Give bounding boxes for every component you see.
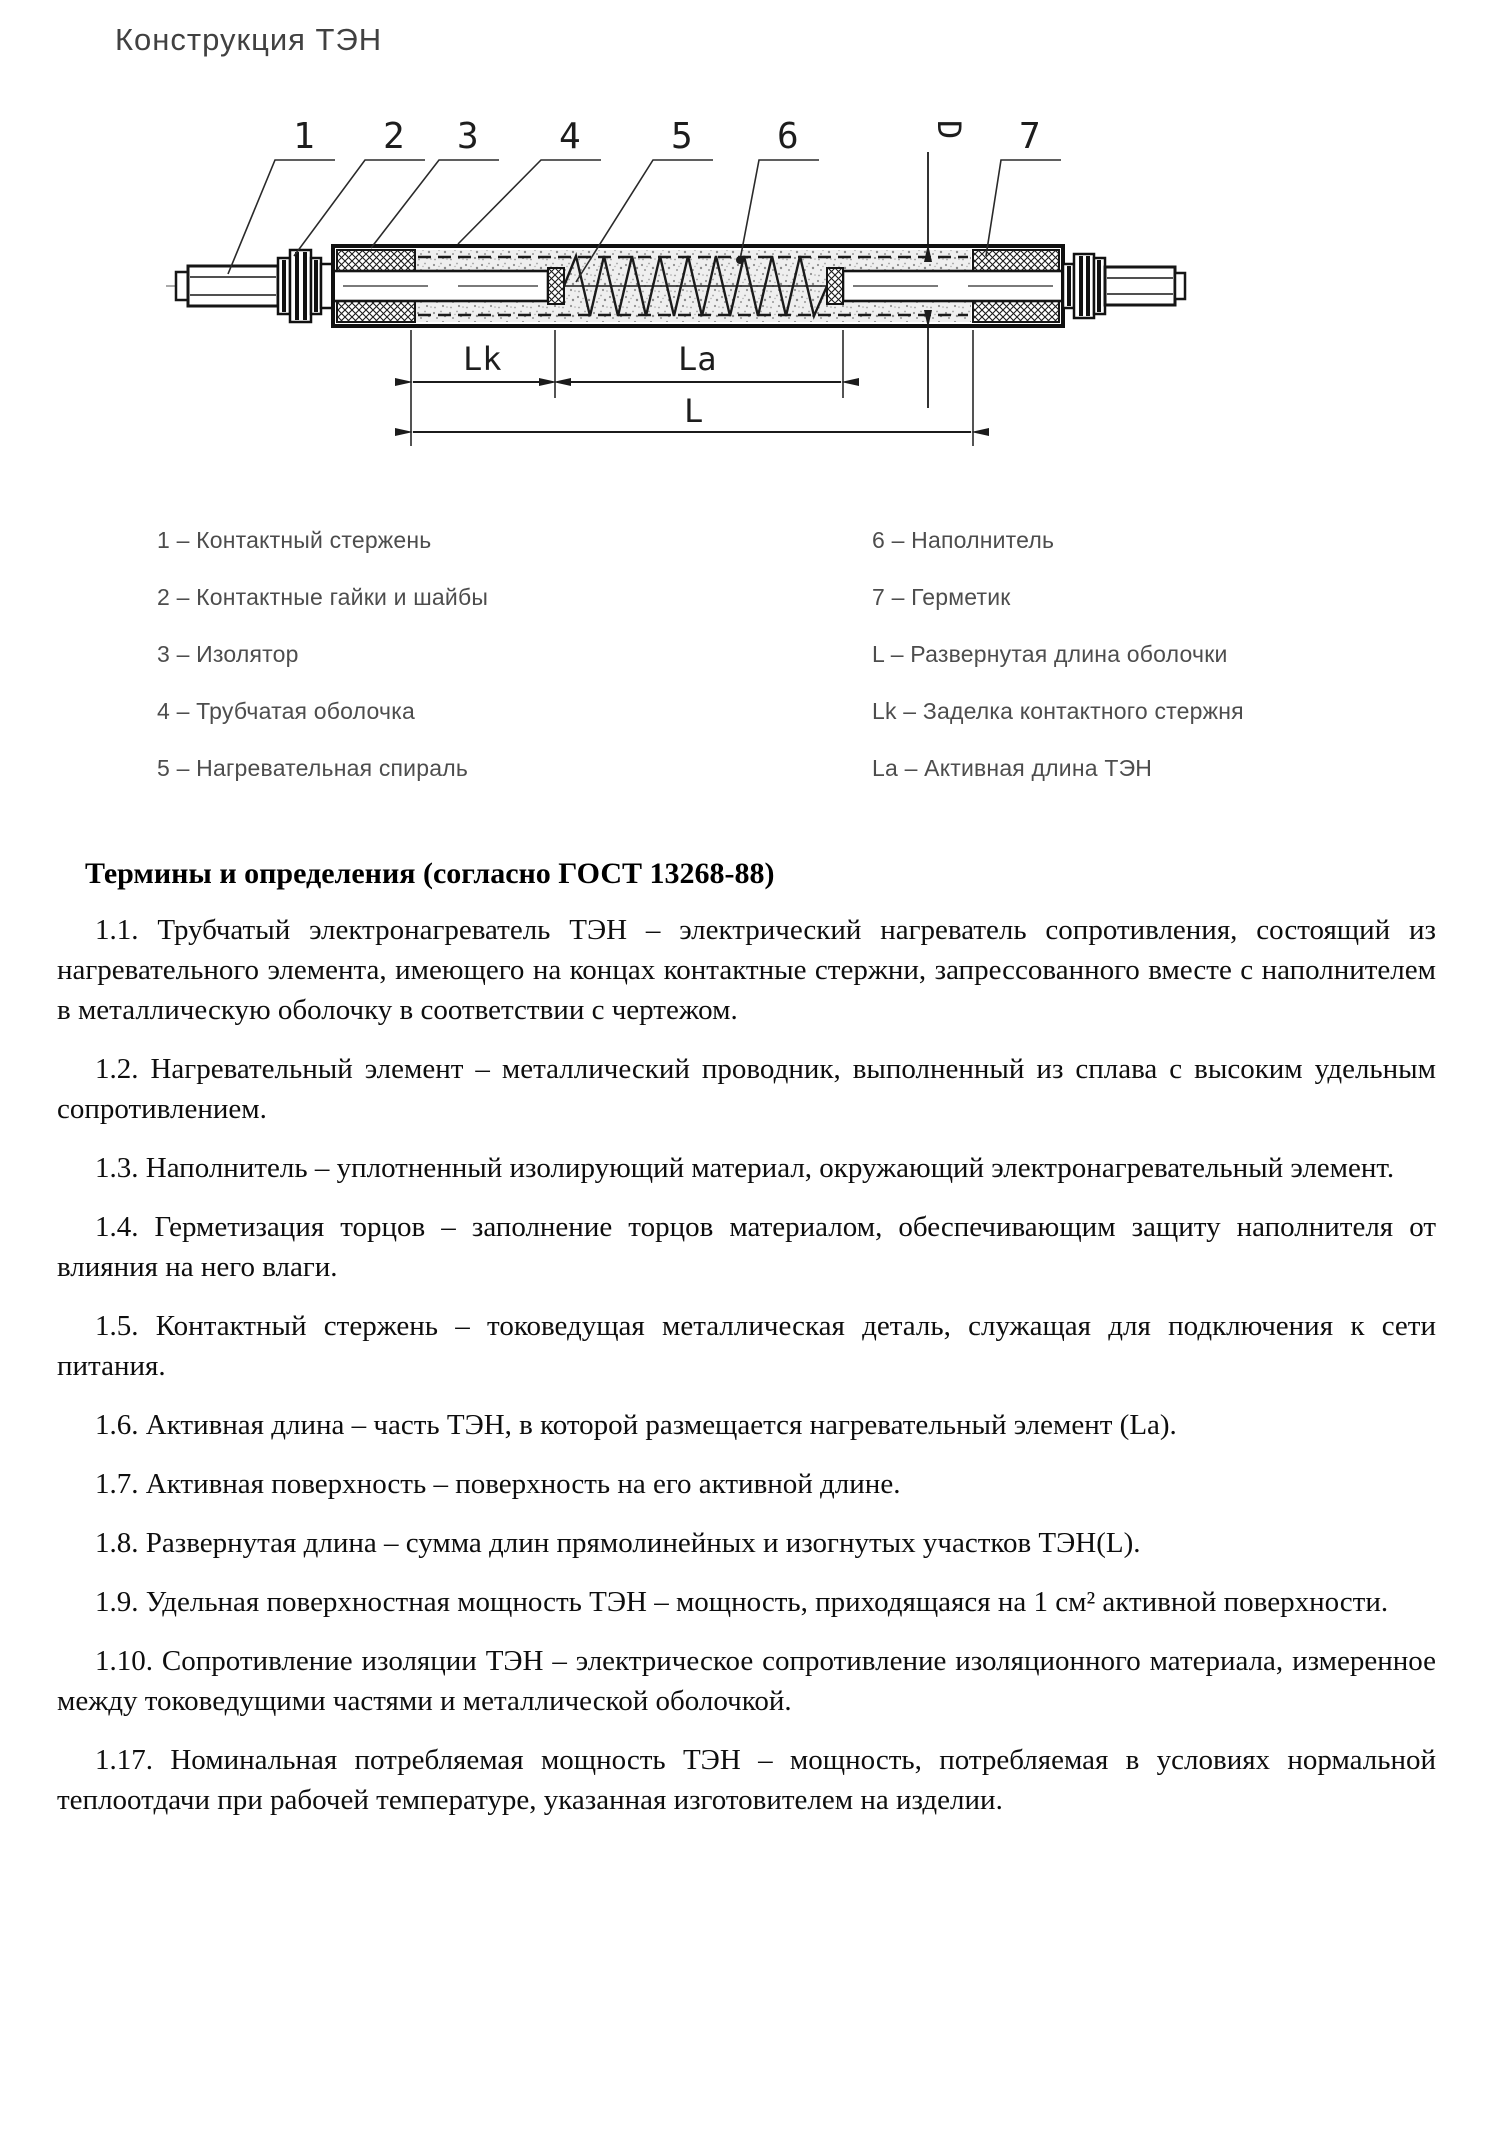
legend-item-Lk: Lk – Заделка контактного стержня	[872, 698, 1244, 724]
right-contact-stud	[1105, 267, 1175, 305]
callout-numbers	[293, 116, 1041, 157]
legend-item-L: L – Развернутая длина оболочки	[872, 641, 1228, 667]
callout-6-dot	[736, 256, 744, 264]
legend-item-2: 2 – Контактные гайки и шайбы	[157, 584, 489, 610]
callout-5: 5	[671, 116, 693, 157]
legend-item-7: 7 – Герметик	[872, 584, 1011, 610]
legend-item-La: La – Активная длина ТЭН	[872, 755, 1153, 781]
document-page	[0, 22, 1493, 2134]
legend-item-3: 3 – Изолятор	[157, 641, 299, 667]
drawing-legend	[157, 512, 1493, 797]
term-1-17: 1.17. Номинальная потребляемая мощность ТЭН – мощность, потребляемая в условиях нормальной теплоотдачи при рабочей температуре, указанная изготовителем на изделии.	[57, 1744, 1436, 1816]
term-1-7: 1.7. Активная поверхность – поверхность на его активной длине.	[95, 1468, 901, 1500]
dim-label-d: D	[930, 120, 968, 140]
callout-2: 2	[383, 116, 405, 157]
dim-label-lk: Lk	[463, 340, 502, 378]
terms-heading: Термины и определения (согласно ГОСТ 13268-88)	[85, 857, 775, 890]
spiral-joint-right	[827, 268, 843, 304]
term-1-2: 1.2. Нагревательный элемент – металлический проводник, выполненный из сплава с высоким удельным сопротивлением.	[57, 1053, 1436, 1125]
insulator-left-bottom	[337, 300, 415, 322]
term-1-4: 1.4. Герметизация торцов – заполнение торцов материалом, обеспечивающим защиту наполнителя от влияния на него влаги.	[57, 1211, 1436, 1283]
right-stud-tip	[1175, 273, 1185, 299]
left-contact-stud	[188, 266, 278, 306]
page-title: Конструкция ТЭН	[115, 22, 383, 57]
term-1-8: 1.8. Развернутая длина – сумма длин прямолинейных и изогнутых участков ТЭН(L).	[95, 1527, 1141, 1559]
callout-1: 1	[293, 116, 315, 157]
legend-item-4: 4 – Трубчатая оболочка	[157, 698, 415, 724]
sealant-right-bottom	[973, 300, 1059, 322]
legend-item-5: 5 – Нагревательная спираль	[157, 755, 469, 781]
terms-section	[57, 857, 1436, 1820]
dim-label-la: La	[678, 340, 717, 378]
dim-label-l: L	[684, 392, 704, 430]
callout-6: 6	[777, 116, 799, 157]
term-1-9: 1.9. Удельная поверхностная мощность ТЭН – мощность, приходящаяся на 1 см² активной поверхности.	[95, 1586, 1389, 1618]
term-1-10: 1.10. Сопротивление изоляции ТЭН – электрическое сопротивление изоляционного материала, измеренное между токоведущими частями и металлической оболочкой.	[57, 1645, 1436, 1717]
term-1-5: 1.5. Контактный стержень – токоведущая металлическая деталь, служащая для подключения к сети питания.	[57, 1310, 1436, 1382]
callout-3: 3	[457, 116, 479, 157]
legend-item-1: 1 – Контактный стержень	[157, 527, 432, 553]
ten-construction-drawing	[128, 86, 1203, 464]
term-1-6: 1.6. Активная длина – часть ТЭН, в которой размещается нагревательный элемент (La).	[95, 1409, 1177, 1441]
insulator-left-top	[337, 250, 415, 272]
spiral-joint-left	[548, 268, 564, 304]
left-stud-tip	[176, 272, 188, 300]
callout-4: 4	[559, 116, 581, 157]
term-1-3: 1.3. Наполнитель – уплотненный изолирующий материал, окружающий электронагревательный элемент.	[95, 1152, 1395, 1184]
ten-drawing-svg	[128, 86, 1203, 464]
legend-item-6: 6 – Наполнитель	[872, 527, 1055, 553]
term-1-1: 1.1. Трубчатый электронагреватель ТЭН – электрический нагреватель сопротивления, состоящий из нагревательного элемента, имеющего на концах контактные стержни, запрессованного вместе с наполнителем в металлическую оболочку в соответствии с чертежом.	[57, 914, 1436, 1026]
callout-7: 7	[1019, 116, 1041, 157]
